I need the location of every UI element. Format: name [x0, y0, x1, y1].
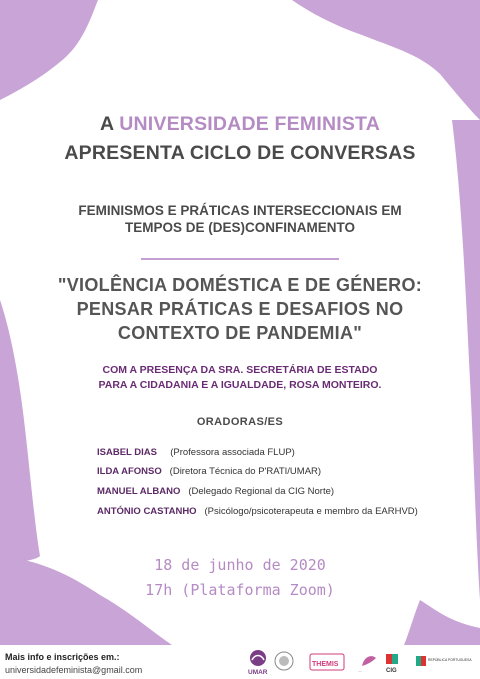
- cig-logo: [386, 654, 398, 674]
- footer-info-label: Mais info e inscrições em.:: [5, 652, 120, 662]
- umar-logo: [248, 650, 268, 676]
- header-prefix: A: [100, 113, 120, 135]
- themis-logo: [310, 654, 344, 670]
- umar-text: UMAR: [248, 669, 268, 676]
- subtitle-line-2: TEMPOS DE (DES)CONFINAMENTO: [124, 220, 355, 235]
- emblem-icon: [358, 656, 376, 673]
- svg-text:—: —: [358, 668, 362, 673]
- speaker-role: (Diretora Técnica do P'RATI/UMAR): [169, 466, 322, 477]
- header-line-1: [0, 113, 480, 136]
- cig-text: CIG: [386, 668, 397, 674]
- republica-text: REPÚBLICA PORTUGUESA: [428, 658, 472, 662]
- speaker-name: ISABEL DIAS: [97, 447, 158, 458]
- presence-line-2: PARA A CIDADANIA E A IGUALDADE, ROSA MONTEIRO.: [98, 379, 382, 391]
- speaker-name: ILDA AFONSO: [97, 466, 162, 477]
- speaker-name: MANUEL ALBANO: [97, 486, 181, 497]
- speaker-role: (Professora associada FLUP): [170, 447, 295, 458]
- university-seal: [275, 652, 293, 670]
- event-date: 18 de junho de 2020: [154, 556, 326, 574]
- themis-text: THEMIS: [312, 661, 339, 668]
- subtitle-line-1: FEMINISMOS E PRÁTICAS INTERSECCIONAIS EM: [78, 203, 402, 218]
- header-accent: UNIVERSIDADE FEMINISTA: [119, 113, 380, 135]
- republica-logo: [416, 656, 472, 666]
- quote-line-1: "VIOLÊNCIA DOMÉSTICA E DE GÉNERO:: [57, 275, 423, 295]
- speaker-item: [97, 447, 295, 458]
- speakers-title: ORADORAS/ES: [196, 416, 284, 428]
- speaker-item: [97, 466, 321, 477]
- speaker-item: [97, 486, 334, 497]
- speaker-item: [97, 506, 418, 517]
- presence-line-1: COM A PRESENÇA DA SRA. SECRETÁRIA DE ESTADO: [102, 364, 378, 376]
- quote-line-2: PENSAR PRÁTICAS E DESAFIOS NO: [76, 299, 404, 319]
- event-time: 17h (Plataforma Zoom): [145, 581, 335, 599]
- speaker-name: ANTÓNIO CASTANHO: [97, 506, 197, 517]
- header-line-2: APRESENTA CICLO DE CONVERSAS: [64, 142, 416, 164]
- speaker-role: (Psicólogo/psicoterapeuta e membro da EARHVD): [204, 506, 418, 517]
- footer-email[interactable]: universidadefeminista@gmail.com: [5, 665, 143, 675]
- speaker-role: (Delegado Regional da CIG Norte): [188, 486, 335, 497]
- partner-logos: [246, 648, 476, 676]
- quote-line-3: CONTEXTO DE PANDEMIA": [117, 323, 363, 343]
- divider: [141, 258, 339, 260]
